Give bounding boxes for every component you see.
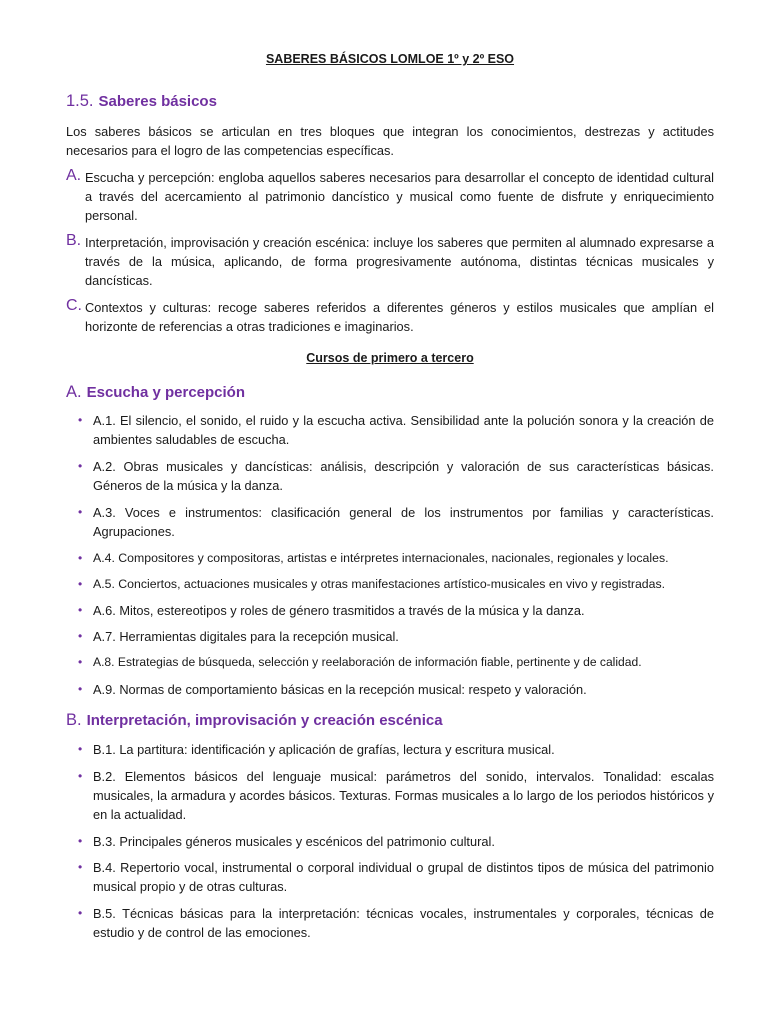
block-c (66, 298, 714, 336)
block-b (66, 233, 714, 290)
list-item-text: A.5. Conciertos, actuaciones musicales y otras manifestaciones artístico-musicales en vivo y registradas. (93, 577, 666, 591)
list-item (78, 601, 714, 620)
block-letter: C. (66, 297, 82, 314)
section-a-heading (66, 383, 245, 402)
list-item-text: B.1. La partitura: identificación y aplicación de grafías, lectura y escritura musical. (93, 742, 555, 757)
list-item-text: A.7. Herramientas digitales para la recepción musical. (93, 629, 399, 644)
list-item (78, 503, 714, 541)
list-item-text: A.4. Compositores y compositoras, artistas e intérpretes internacionales, nacionales, regionales y locales. (93, 551, 669, 565)
block-text: Escucha y percepción: engloba aquellos saberes necesarios para desarrollar el concepto de identidad cultural a través del acercamiento al patrimonio dancístico y musical como fuente de disfrute y enriquecimiento personal. (85, 170, 714, 223)
block-letter: B. (66, 232, 82, 249)
list-item (78, 904, 714, 942)
section-number: 1.5. (66, 92, 94, 110)
list-item-text: A.8. Estrategias de búsqueda, selección y reelaboración de información fiable, pertinente y de calidad. (93, 655, 642, 669)
section-a-title: Escucha y percepción (86, 384, 245, 401)
bullet-icon: • (78, 769, 83, 783)
list-item-text: B.4. Repertorio vocal, instrumental o corporal individual o grupal de distintos tipos de música del patrimonio musical propio y de otras culturas. (93, 860, 714, 894)
bullet-icon: • (78, 655, 83, 669)
document-title: SABERES BÁSICOS LOMLOE 1º y 2º ESO (265, 52, 515, 66)
list-item (78, 858, 714, 896)
section-b-heading (66, 711, 443, 730)
block-text: Interpretación, improvisación y creación escénica: incluye los saberes que permiten al alumnado expresarse a través de la música, aplicando, de forma progresivamente autónoma, distintas técnicas musicales y dancísticas. (85, 235, 714, 288)
block-a (66, 168, 714, 225)
list-item (78, 627, 714, 646)
list-item-text: B.5. Técnicas básicas para la interpretación: técnicas vocales, instrumentales y corporales, técnicas de estudio y de control de las emociones. (93, 906, 714, 940)
list-item-text: B.2. Elementos básicos del lenguaje musical: parámetros del sonido, intervalos. Tonalidad: escalas musicales, la armadura y acordes básicos. Texturas. Formas musicales a lo largo de los periodos históricos y en la actualidad. (93, 769, 714, 822)
block-letter: A. (66, 167, 82, 184)
intro-paragraph: Los saberes básicos se articulan en tres bloques que integran los conocimientos, destrezas y actitudes necesarios para el logro de las competencias específicas. (66, 124, 714, 158)
list-item (78, 653, 714, 672)
bullet-icon: • (78, 682, 83, 696)
section-title: Saberes básicos (98, 93, 217, 110)
bullet-icon: • (78, 834, 83, 848)
bullet-icon: • (78, 577, 83, 591)
list-item-text: A.1. El silencio, el sonido, el ruido y la escucha activa. Sensibilidad ante la polución sonora y la creación de ambientes saludables de escucha. (93, 413, 714, 447)
list-item (78, 832, 714, 851)
list-item (78, 767, 714, 824)
courses-subtitle: Cursos de primero a tercero (306, 351, 474, 365)
list-item-text: A.3. Voces e instrumentos: clasificación general de los instrumentos por familias y características. Agrupaciones. (93, 505, 714, 539)
section-b-title: Interpretación, improvisación y creación escénica (86, 712, 443, 729)
list-item (78, 680, 714, 699)
section-heading (66, 92, 217, 111)
section-a-letter: A. (66, 383, 82, 401)
list-item (78, 575, 714, 594)
block-text: Contextos y culturas: recoge saberes referidos a diferentes géneros y estilos musicales que amplían el horizonte de referencias a otras tradiciones e imaginarios. (85, 300, 714, 334)
list-item (78, 411, 714, 449)
list-item-text: A.9. Normas de comportamiento básicas en la recepción musical: respeto y valoración. (93, 682, 587, 697)
list-item (78, 740, 714, 759)
bullet-icon: • (78, 629, 83, 643)
bullet-icon: • (78, 413, 83, 427)
bullet-icon: • (78, 459, 83, 473)
list-item-text: B.3. Principales géneros musicales y escénicos del patrimonio cultural. (93, 834, 495, 849)
bullet-icon: • (78, 603, 83, 617)
list-item-text: A.6. Mitos, estereotipos y roles de género trasmitidos a través de la música y la danza. (93, 603, 585, 618)
section-b-letter: B. (66, 711, 82, 729)
list-item (78, 549, 714, 568)
bullet-icon: • (78, 551, 83, 565)
bullet-icon: • (78, 505, 83, 519)
list-item-text: A.2. Obras musicales y dancísticas: análisis, descripción y valoración de sus características básicas. Géneros de la música y la danza. (93, 459, 714, 493)
list-item (78, 457, 714, 495)
bullet-icon: • (78, 742, 83, 756)
bullet-icon: • (78, 860, 83, 874)
bullet-icon: • (78, 906, 83, 920)
